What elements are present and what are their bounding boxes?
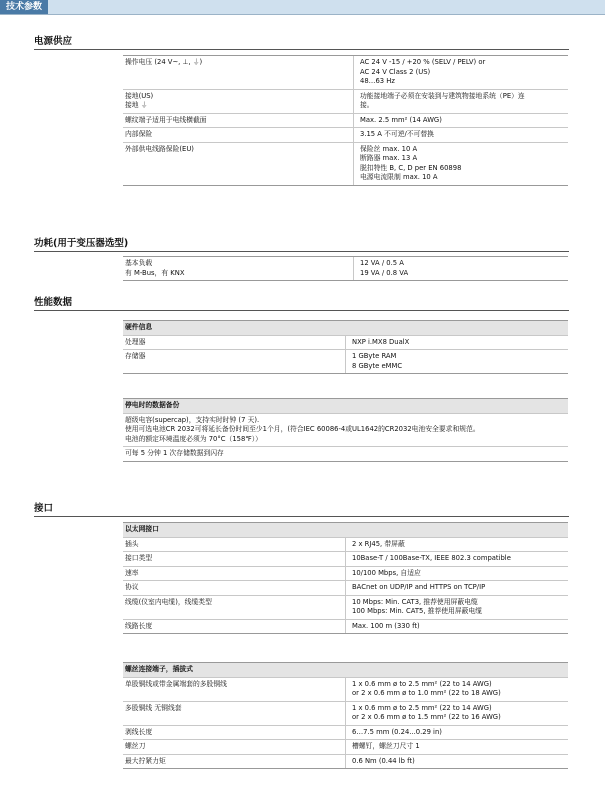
row-label: 线缆(仪室内电缆)，线缆类型 <box>123 595 346 619</box>
table-row <box>123 350 568 374</box>
table-row <box>123 413 568 447</box>
row-label: 基本负载 有 M-Bus，有 KNX <box>123 257 354 281</box>
table-row <box>123 725 568 740</box>
row-label: 剥线长度 <box>123 725 346 740</box>
header-title: 技术参数 <box>0 0 48 14</box>
table-header: 螺丝连接端子，插拔式 <box>123 663 568 678</box>
row-value: 12 VA / 0.5 A 19 VA / 0.8 VA <box>354 257 569 281</box>
table-row <box>123 128 568 143</box>
table-row <box>123 701 568 725</box>
table-row <box>123 113 568 128</box>
table-row <box>123 89 568 113</box>
table-header: 以太网接口 <box>123 523 568 538</box>
row-label: 协议 <box>123 581 346 596</box>
row-label: 螺纹端子适用于电线横截面 <box>123 113 354 128</box>
table-row <box>123 537 568 552</box>
row-label: 单股铜线或带金属端套的多股铜线 <box>123 677 346 701</box>
row-label: 外部供电线路保险(EU) <box>123 142 354 185</box>
row-label: 接口类型 <box>123 552 346 567</box>
row-value: AC 24 V -15 / +20 % (SELV / PELV) or AC 24 V Class 2 (US) 48…63 Hz <box>354 56 569 90</box>
table-header: 停电时的数据备份 <box>123 399 568 414</box>
section-title-power: 电源供应 <box>34 33 569 50</box>
backup-table <box>123 398 568 462</box>
section-title-interface: 接口 <box>34 500 569 517</box>
row-value: 0.6 Nm (0.44 lb ft) <box>346 754 569 769</box>
row-label: 处理器 <box>123 335 346 350</box>
row-label: 操作电压 (24 V~, ⊥, ⏚) <box>123 56 354 90</box>
row-label: 插头 <box>123 537 346 552</box>
row-label: 线路长度 <box>123 619 346 634</box>
row-value: 1 x 0.6 mm ø to 2.5 mm² (22 to 14 AWG) or 2 x 0.6 mm ø to 1.0 mm² (22 to 18 AWG) <box>346 677 569 701</box>
table-row <box>123 552 568 567</box>
row-value: Max. 2.5 mm² (14 AWG) <box>354 113 569 128</box>
row-value: 10Base-T / 100Base-TX, IEEE 802.3 compatible <box>346 552 569 567</box>
table-row <box>123 447 568 462</box>
row-value: 1 GByte RAM 8 GByte eMMC <box>346 350 569 374</box>
backup-note: 可每 5 分钟 1 次存储数据到闪存 <box>123 447 568 462</box>
row-label: 内部保险 <box>123 128 354 143</box>
row-label: 螺丝刀 <box>123 740 346 755</box>
row-value: 3.15 A 不可逆/不可替换 <box>354 128 569 143</box>
power-table <box>123 55 568 186</box>
row-label: 最大拧紧力矩 <box>123 754 346 769</box>
row-label: 速率 <box>123 566 346 581</box>
row-value: BACnet on UDP/IP and HTTPS on TCP/IP <box>346 581 569 596</box>
table-row <box>123 142 568 185</box>
table-row <box>123 595 568 619</box>
row-label: 接地(US) 接地 ⏚ <box>123 89 354 113</box>
row-value: 功能接地端子必须在安装到与建筑物接地系统（PE）连 接。 <box>354 89 569 113</box>
consumption-table <box>123 256 568 281</box>
row-value: 2 x RJ45, 带屏蔽 <box>346 537 569 552</box>
row-value: NXP i.MX8 DualX <box>346 335 569 350</box>
row-value: 保险丝 max. 10 A 断路器 max. 13 A 脱扣特性 B, C, D per EN 60898 电源电流限制 max. 10 A <box>354 142 569 185</box>
table-row <box>123 581 568 596</box>
row-value: 槽螺钉，螺丝刀尺寸 1 <box>346 740 569 755</box>
table-header: 硬件信息 <box>123 321 568 336</box>
table-row <box>123 754 568 769</box>
table-row <box>123 56 568 90</box>
section-title-consumption: 功耗(用于变压器选型) <box>34 235 569 252</box>
table-row <box>123 740 568 755</box>
row-label: 存储器 <box>123 350 346 374</box>
table-row <box>123 677 568 701</box>
ethernet-table <box>123 522 568 634</box>
section-title-performance: 性能数据 <box>34 294 569 311</box>
terminals-table <box>123 662 568 769</box>
table-row <box>123 619 568 634</box>
table-row <box>123 566 568 581</box>
row-value: Max. 100 m (330 ft) <box>346 619 569 634</box>
table-row <box>123 257 568 281</box>
row-label: 多股铜线 无铜线套 <box>123 701 346 725</box>
header-bar <box>0 0 605 15</box>
row-value: 6…7.5 mm (0.24...0.29 in) <box>346 725 569 740</box>
row-value: 10 Mbps: Min. CAT3, 推荐使用屏蔽电缆 100 Mbps: Min. CAT5, 推荐使用屏蔽电缆 <box>346 595 569 619</box>
backup-text: 超级电容(supercap)，支持实时时钟 (7 天). 使用可选电池CR 2032可将延长备份时间至少1个月，(符合IEC 60086-4或UL1642的CR2032电池安全要求和规范。 电池的额定环境温度必须为 70°C（158℉）） <box>123 413 568 447</box>
row-value: 1 x 0.6 mm ø to 2.5 mm² (22 to 14 AWG) or 2 x 0.6 mm ø to 1.5 mm² (22 to 16 AWG) <box>346 701 569 725</box>
hardware-table <box>123 320 568 374</box>
table-row <box>123 335 568 350</box>
row-value: 10/100 Mbps, 自适应 <box>346 566 569 581</box>
